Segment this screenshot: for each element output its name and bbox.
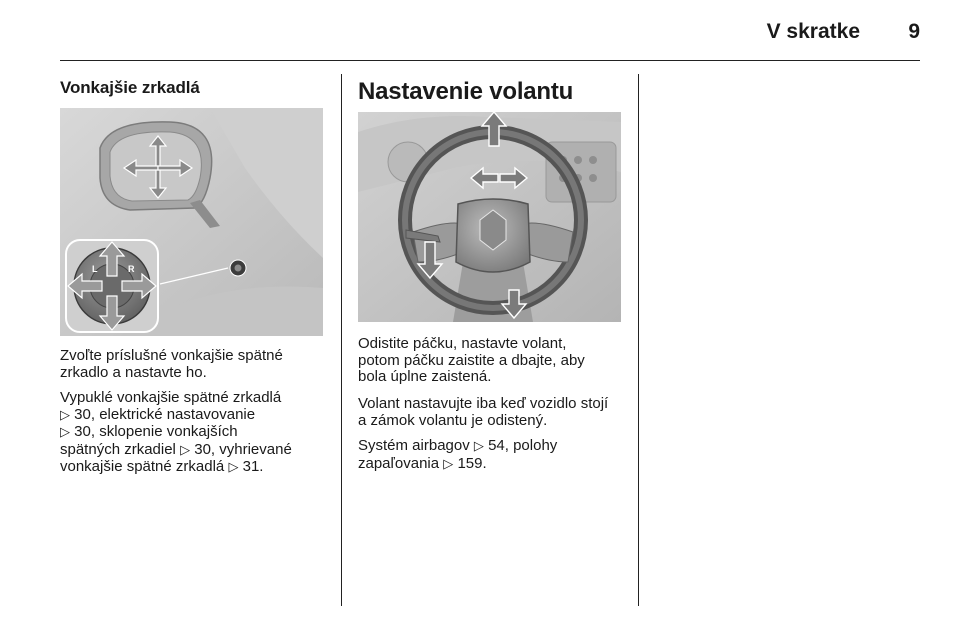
text-line: Volant nastavujte iba keď vozidlo stojí [358, 395, 609, 412]
text-line [60, 442, 292, 460]
text-line: Zvoľte príslušné vonkajšie spätné [60, 347, 283, 364]
column-divider-2 [638, 74, 639, 606]
text-segment: 30, elektrické nastavovanie [74, 405, 256, 423]
text-line: zrkadlo a nastavte ho. [60, 363, 207, 381]
text-segment: 54, polohy [488, 437, 558, 454]
header-divider [60, 60, 920, 61]
page-reference-arrow-icon: ▷ [443, 456, 454, 472]
page-reference-arrow-icon: ▷ [228, 460, 239, 475]
text-segment: Systém airbagov [358, 437, 474, 454]
text-line [358, 438, 557, 456]
steering-paragraph-3 [358, 438, 557, 473]
text-line: Odistite páčku, nastavte volant, [358, 335, 567, 352]
page-reference-arrow-icon: ▷ [180, 442, 191, 458]
running-header-title: V skratke [766, 20, 860, 43]
page-number: 9 [908, 20, 920, 43]
section-heading-steering: Nastavenie volantu [358, 78, 574, 105]
text-line: bola úplne zaistená. [358, 368, 492, 385]
text-line [358, 456, 557, 474]
steering-wheel-figure [358, 112, 621, 322]
steering-paragraph-1 [358, 336, 585, 386]
text-segment: vonkajšie spätné zrkadlá [60, 458, 229, 475]
text-line: Vypuklé vonkajšie spätné zrkadlá [60, 389, 282, 406]
column-divider-1 [341, 74, 342, 606]
text-line [60, 424, 292, 442]
mirror-paragraph-2 [60, 390, 292, 477]
page-reference-arrow-icon: ▷ [60, 407, 70, 423]
text-line: a zámok volantu je odistený. [358, 411, 548, 429]
text-segment: spätných zrkadiel [60, 440, 181, 458]
text-segment: zapaľovania [358, 454, 444, 472]
steering-paragraph-2 [358, 396, 608, 429]
section-heading-mirrors: Vonkajšie zrkadlá [60, 78, 200, 97]
text-segment: 31. [242, 458, 264, 475]
page-reference-arrow-icon: ▷ [60, 425, 70, 440]
text-line [60, 459, 292, 477]
mirror-adjustment-figure [60, 108, 323, 336]
text-line [60, 407, 292, 425]
mirror-paragraph-1 [60, 348, 283, 381]
text-segment: 30, sklopenie vonkajších [74, 423, 238, 440]
text-line: potom páčku zaistite a dbajte, aby [358, 351, 585, 369]
mirror-label-right: R [128, 264, 135, 274]
text-segment: 159. [457, 454, 487, 472]
text-segment: 30, vyhrievané [194, 440, 292, 458]
mirror-label-left: L [92, 264, 98, 274]
page-reference-arrow-icon: ▷ [473, 439, 484, 454]
